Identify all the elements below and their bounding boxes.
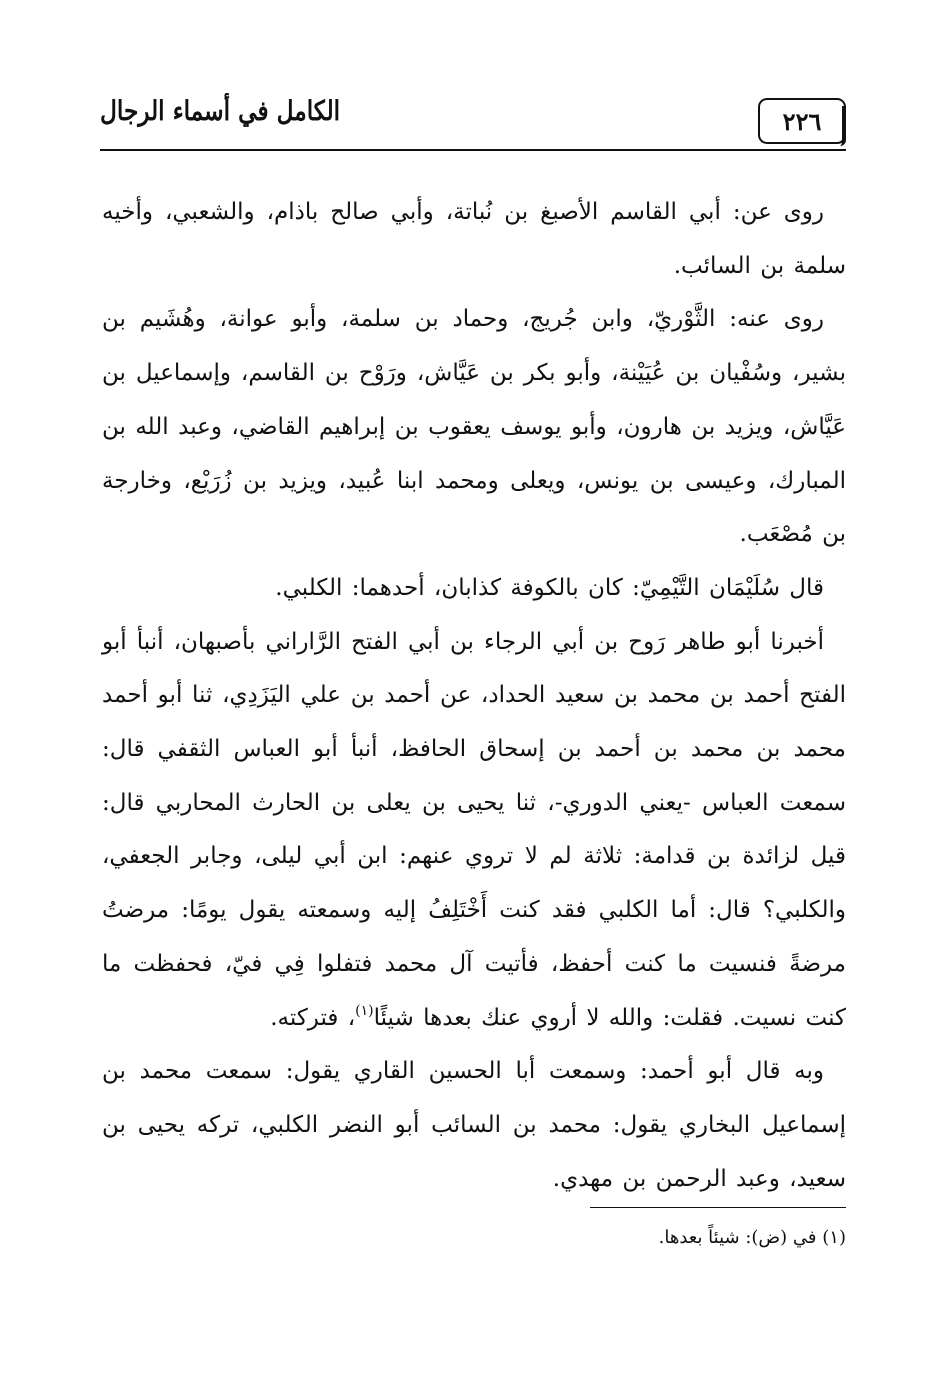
page-number-text: ٢٢٦ — [782, 106, 822, 136]
main-text — [102, 186, 846, 1206]
paragraph: روى عنه: الثَّوْريّ، وابن جُريج، وحماد بن سلمة، وأبو عوانة، وهُشَيم بن بشير، وسُفْيان بن عُيَيْنة، وأبو بكر بن عَيَّاش، ورَوْح بن القاسم، وإسماعيل بن عَيَّاش، ويزيد بن هارون، وأبو يوسف يعقوب بن إبراهيم القاضي، وعبد الله بن المبارك، وعيسى بن يونس، ويعلى ومحمد ابنا عُبيد، ويزيد بن زُرَيْع، وخارجة بن مُصْعَب. — [102, 306, 846, 548]
footnote-separator — [590, 1207, 846, 1208]
paragraph: وبه قال أبو أحمد: وسمعت أبا الحسين القاري يقول: سمعت محمد بن إسماعيل البخاري يقول: محمد بن السائب أبو النضر الكلبي، تركه يحيى بن سعيد، وعبد الرحمن بن مهدي. — [102, 1058, 846, 1192]
paragraph-tail: ، فتركته. — [270, 1004, 356, 1031]
book-title: الكامل في أسماء الرجال — [100, 96, 341, 127]
header-rule — [100, 149, 846, 151]
footnote-reference[interactable]: (١) — [355, 1002, 374, 1019]
paragraph-text: أخبرنا أبو طاهر رَوح بن أبي الرجاء بن أبي الفتح الرَّاراني بأصبهان، أنبأ أبو الفتح أحمد بن محمد بن سعيد الحداد، عن أحمد بن علي اليَزَدِي، ثنا أبو أحمد محمد بن محمد بن أحمد بن إسحاق الحافظ، أنبأ أبو العباس الثقفي قال: سمعت العباس -يعني الدوري-، ثنا يحيى بن يعلى بن الحارث المحاربي قال: قيل لزائدة بن قدامة: ثلاثة لم لا تروي عنهم: ابن أبي ليلى، وجابر الجعفي، والكلبي؟ قال: أما الكلبي فقد كنت أَخْتَلِفُ إليه وسمعته يقول يومًا: مرضتُ مرضةً فنسيت ما كنت أحفظ، فأتيت آل محمد فتفلوا فِي فيّ، فحفظت ما كنت نسيت. فقلت: والله لا أروي عنك بعدها شيئًا — [102, 628, 846, 1031]
paragraph: روى عن: أبي القاسم الأصبغ بن نُباتة، وأبي صالح باذام، والشعبي، وأخيه سلمة بن السائب. — [102, 199, 846, 279]
page-number — [758, 98, 846, 144]
paragraph: قال سُلَيْمَان التَّيْمِيّ: كان بالكوفة كذابان، أحدهما: الكلبي. — [275, 574, 824, 601]
footnote: (١) في (ض): شيئاً بعدها. — [658, 1227, 846, 1248]
paragraph — [102, 616, 846, 1046]
running-header — [100, 96, 846, 156]
